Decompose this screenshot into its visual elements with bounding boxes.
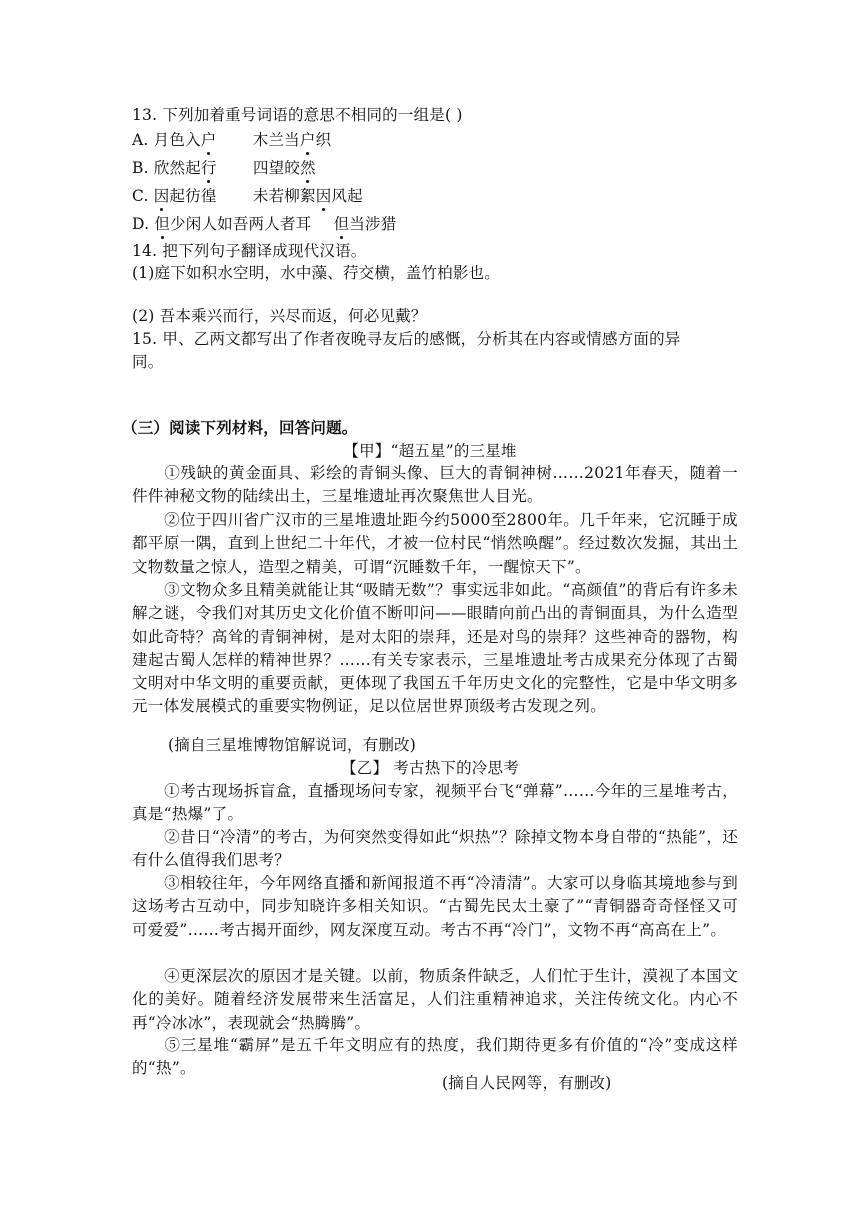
jia-source: (摘自三星堆博物馆解说词，有删改) [168,736,416,754]
q15-line-1: 15. 甲、乙两文都写出了作者夜晚寻友后的感慨，分析其在内容或情感方面的异 [132,330,681,348]
jia-paragraph-2: ②位于四川省广汉市的三星堆遗址距今约5000至2800年。几千年来，它沉睡于成都平原一隅，直到上世纪二十年代，才被一位村民“悄然唤醒”。经过数次发掘，其出土文物数量之惊人，造型之精美，可谓“沉睡数千年，一醒惊天下”。 [132,511,738,576]
q13-option-b: B. 欣然起行 四望皎然 [132,159,316,177]
emphasis-dot-char: 行 [200,159,217,177]
jia-title: 【甲】“超五星”的三星堆 [343,442,517,460]
yi-paragraph-3: ③相较往年，今年网络直播和新闻报道不再“冷清清”。大家可以身临其境地参与到这场考古互动中，同步知晓许多相关知识。“古蜀先民太土豪了”“青铜器奇奇怪怪又可可爱爱”……考古揭开面纱，网友深度互动。考古不再“冷门”，文物不再“高高在上”。 [132,874,738,939]
emphasis-dot-char: 户 [200,131,217,149]
q14-sentence-2: (2) 吾本乘兴而行，兴尽而返，何必见戴？ [132,307,427,325]
q13-option-c: C. 因起彷徨 未若柳絮因风起 [132,187,363,205]
q13-option-a: A. 月色入户 木兰当户织 [132,131,332,149]
jia-paragraph-1: ①残缺的黄金面具、彩绘的青铜头像、巨大的青铜神树……2021年春天，随着一件件神秘文物的陆续出土，三星堆遗址再次聚焦世人目光。 [132,464,738,506]
emphasis-dot-char: 但 [154,215,171,233]
emphasis-dot-char: 然 [300,159,316,177]
section-heading: （三）阅读下列材料，回答问题。 [122,418,358,437]
q13-stem: 13. 下列加着重号词语的意思不相同的一组是( ) [132,106,463,124]
yi-source: (摘自人民网等，有删改) [442,1074,612,1092]
yi-paragraph-2: ②昔日“冷清”的考古，为何突然变得如此“炽热”？除掉文物本身自带的“热能”，还有什么值得我们思考？ [132,828,738,870]
q13-option-d: D. 但少闲人如吾两人者耳 但当涉猎 [132,215,397,233]
emphasis-dot-char: 户 [299,131,316,149]
emphasis-dot-char: 因 [153,187,170,205]
emphasis-dot-char: 但 [333,215,350,233]
q15-line-2: 同。 [132,353,164,371]
q14-stem: 14. 把下列句子翻译成现代汉语。 [132,242,367,260]
yi-paragraph-4: ④更深层次的原因才是关键。以前，物质条件缺乏，人们忙于生计，漠视了本国文化的美好。随着经济发展带来生活富足，人们注重精神追求，关注传统文化。内心不再“冷冰冰”，表现就会“热腾腾”。 [132,967,738,1032]
jia-paragraph-3: ③文物众多且精美就能让其“吸睛无数”？事实远非如此。“高颜值”的背后有许多未解之谜，令我们对其历史文化价值不断叩问——眼睛向前凸出的青铜面具，为什么造型如此奇特？高耸的青铜神树，是对太阳的崇拜，还是对鸟的崇拜？这些神奇的器物，构建起古蜀人怎样的精神世界？……有关专家表示，三星堆遗址考古成果充分体现了古蜀文明对中华文明的重要贡献，更体现了我国五千年历史文化的完整性，它是中华文明多元一体发展模式的重要实物例证，足以位居世界顶级考古发现之列。 [132,581,738,716]
emphasis-dot-char: 因 [315,187,332,205]
yi-title: 【乙】 考古热下的冷思考 [341,759,519,777]
yi-paragraph-5: ⑤三星堆“霸屏”是五千年文明应有的热度，我们期待更多有价值的“冷”变成这样的“热”。 [132,1036,738,1078]
q14-sentence-1: (1)庭下如积水空明，水中藻、荇交横，盖竹柏影也。 [132,264,500,282]
yi-paragraph-1: ①考古现场拆盲盒，直播现场问专家，视频平台飞“弹幕”……今年的三星堆考古，真是“热爆”了。 [132,782,738,824]
